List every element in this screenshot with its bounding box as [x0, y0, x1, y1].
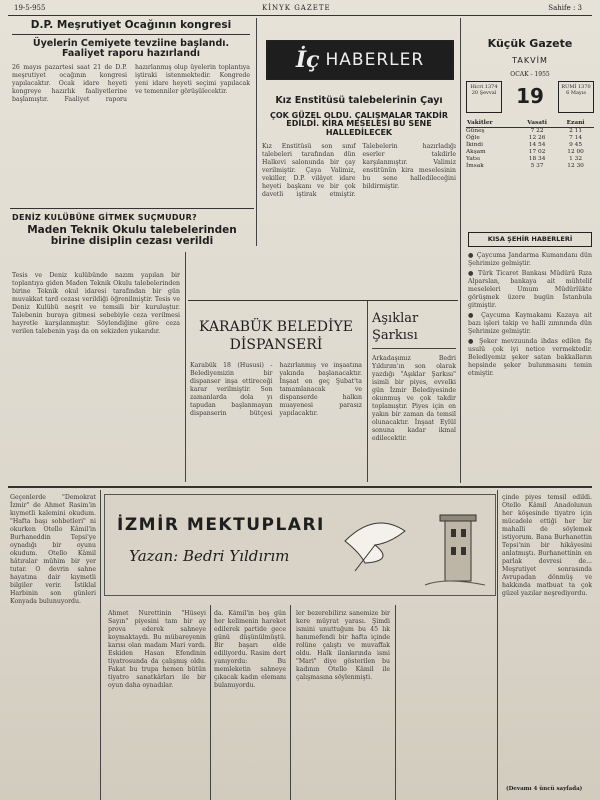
kisa-haberler [468, 232, 592, 482]
kisa-haber-item: ● Türk Ticaret Bankası Müdürü Rıza Alparslan, bankaya ait mühtelif meseleleri Umum Müdürlükte görüşmek üzere bugün İstanbula gitmiştir. [468, 269, 592, 309]
asiklar-title: Aşıklar Şarkısı [372, 310, 456, 349]
ic-haberler-banner [266, 40, 454, 80]
kisa-haber-item: ● Şeker mevzuunda ihdas edilen fiş usulü çok iyi netice vermektedir. Belediyemiz şeker satan bakkalların hepsinde şeker bulunmasını temin etmiştir. [468, 337, 592, 377]
bottom-article-col1: Geçenlerde "Demokrat İzmir" de Ahmet Rasim'in kıymetli kalemini okudum. "Hafta başı sohbetleri" ni okurken Otello Kâmil'in Burhaneddin Tepsi'ye oynadığı bir oyunu okudum. Otello Kâmil hâtıralar mühim bir yer tutar. O devrin sahne hayatına dair kıymetli bilgiler verir. İstiklal Harbinin son günleri Konyada bulunuyordu. [10, 494, 96, 605]
takvim-rumi-box: RUMİ 1370 6 Mayıs [558, 81, 594, 113]
masthead [0, 0, 600, 16]
haberler-title: Kız Enstitüsü talebelerinin Çayı [275, 95, 443, 106]
takvim-row [466, 142, 594, 149]
takvim-cell: 7 14 [569, 135, 583, 142]
izmir-title: İZMİR MEKTUPLARI [117, 515, 325, 535]
takvim-day: 19 [516, 84, 544, 109]
karabuk-title: KARABÜK BELEDİYE DİSPANSERİ [199, 319, 353, 353]
takvim-month: OCAK - 1955 [510, 70, 550, 78]
karabuk-article [190, 318, 362, 462]
takvim-subtitle: TAKVİM [512, 55, 548, 65]
kisa-haberler-label: KISA ŞEHİR HABERLERİ [468, 232, 592, 247]
haberler-body: Kız Enstitüsü son sınıf talebeleri tarafından dün Halkevi salonunda bir çay verilmiştir. Çaya Valimiz, vekiller, D.P. vilâyet idare heyeti başkanı ve bir çok davetli iştirak etmiştir. Talebelerin hazırladığı eserler takdirle karşılanmıştır. Valimiz enstitünün kira meselesinin bu sene halledileceğini bildirmiştir. [262, 143, 456, 199]
section-rule [8, 486, 592, 488]
masthead-rule [8, 15, 592, 16]
takvim-header-cell: Ezani [557, 119, 594, 128]
takvim-cell: Öğle [466, 135, 480, 142]
takvim-cell: İkindi [466, 142, 483, 149]
column-divider [460, 18, 461, 483]
takvim-cell: 12 30 [567, 163, 584, 170]
takvim-cell: 18 34 [528, 156, 546, 163]
takvim-row [466, 156, 594, 163]
bottom-article-col3: da. Kâmil'in boş gün her kelimenin hareket edilerek partide gece günü düşünülmüştü. Bir başarı elde ediliyordu. Rasim dert yanıyordu: Bu memleketin sahneye çıkacak kadın elemanı bulamıyordu. [214, 610, 286, 689]
maden-article-body: Tesis ve Deniz kulübünde nazım yapılan bir toplantıya giden Maden Teknik Okulu talebelerinden birine Teknik okul idaresi tarafından bir gün muvakkat tard cezası verildiği öğrenilmiştir. Tesis ve Deniz Kulübü neşrit ve temsili bir kuruluştur. Talebenin buraya gitmesi sebebiyle ceza verilmesi hayretle karşılanmıştır. Söylendiğine göre ceza verilen talebenin yaşı da on sekizden yukarıdır. [12, 272, 180, 335]
izmir-byline: Yazan: Bedri Yıldırım [129, 547, 290, 565]
bottom-article-col5: çinde piyes temsil edildi. Otello Kâmil Anadolunun her köşesinde tiyatro için mücadele ettiği her bir mahalli de söylemek istiyorum. Bana Burhanettin Tepsi'nin bir hikâyesini anlatmıştı. Burhanettinin en parlak devresi de... Meşrutiyet sonrasında Avrupadan dönmüş ve hakkında matbuat ta çok güzel yazılar neşrediyordu. [502, 494, 592, 597]
takvim-header-cell: Vakitler [466, 119, 517, 128]
takvim-row [466, 135, 594, 142]
dp-article-subtitle: Üyelerin Cemiyete tevziine başlandı. Faaliyet raporu hazırlandı [32, 38, 230, 59]
takvim-cell: 12 26 [528, 135, 546, 142]
haberler-subtitle: ÇOK GÜZEL OLDU. ÇALIŞMALAR TAKDİR EDİLDİ. KİRA MESELESİ BU SENE HALLEDİLECEK [269, 110, 448, 137]
column-divider [497, 490, 498, 800]
asiklar-article [372, 310, 456, 465]
bottom-article-col2: Ahmet Nurettinin "Hüseyi Sayın" piyesini tam bir ay prova ederek sahneye koymaktaydı. Bu mübareyenin karısı olan madam Mari vardı. Eskiden Hasan Efendinin tiyatrosunda da çalışmış oldu. Fakat bu trupa hemen bütün tiyatro sanatkârları ile bir oyun daha oynadılar. [108, 610, 206, 689]
section-rule [188, 300, 458, 301]
takvim-cell: 7 22 [530, 128, 544, 135]
takvim-cell: Güneş [466, 128, 485, 135]
ic-haberler-prefix: İç [295, 47, 320, 73]
column-divider [210, 605, 211, 800]
section-rule [10, 208, 254, 209]
takvim-cell: 1 32 [569, 156, 583, 163]
takvim-title: Küçük Gazete [487, 37, 573, 50]
takvim-row [466, 149, 594, 156]
column-divider [395, 605, 396, 800]
bottom-article-col4: ler bezerebilirız sanemize bir kere müyrat yarası. Şimdi ismini unuttuğum bu 45 lık hanımefendi bir hafta içinde rolüne çalıştı ve muvaffak oldu. Halk ilanlarında ismi "Mari" diye gösterilen bu kadının Otello Kâmil ile çalışmasına söylenmişti. [296, 610, 390, 681]
takvim-row [466, 127, 594, 135]
column-divider [367, 300, 368, 482]
takvim-header-cell: Vasati [517, 119, 557, 128]
takvim-cell: Yatsı [466, 156, 480, 163]
kisa-haber-item: ● Çaycuma Kaymakamı Kazaya ait bazı işleri takip ve halli zımnında dün Şehrimize gelmiştir. [468, 311, 592, 335]
maden-article-title: Maden Teknik Okulu talebelerinden birine disiplin cezası verildi [27, 224, 237, 248]
kisa-haberler-list [468, 252, 592, 472]
ic-haberler-label: HABERLER [325, 50, 425, 70]
takvim-cell: 2 11 [569, 128, 583, 135]
column-divider [256, 18, 257, 246]
takvim-cell: 14 54 [528, 142, 546, 149]
takvim-row [466, 163, 594, 170]
takvim-cell: 5 37 [530, 163, 544, 170]
haberler-article [262, 96, 456, 293]
takvim-cell: 17 02 [528, 149, 546, 156]
takvim-cell: Akşam [466, 149, 486, 156]
masthead-date: 19-5-955 [14, 4, 46, 12]
takvim-hicri-box: Hicri 1374 20 Şevval [466, 81, 502, 113]
asiklar-body: Arkadaşımız Bedri Yıldırım'ın son olarak yazdığı "Aşıklar Şarkısı" isimli bir piyes, evvelki gün İzmir Belediyesinde okunmuş ve çok takdir toplamıştır. Piyes için en yakın bir zaman da temsil olunacaktır. İnşaat Eylül sonuna kadar ikmal edilecektir. [372, 355, 456, 442]
column-divider [290, 605, 291, 800]
maden-article [12, 214, 252, 253]
karabuk-body: Karabük 18 (Hususi) - Belediyemizin bir dispanser inşa ettireceği karar verilmiştir. Son zamanlarda dola yı tapudan başlanmayan dispanserin bütçesi hazırlanmış ve inşaatına yakında başlanacaktır. İnşaat en geç Şubat'ta tamamlanacak ve dispanserde halkın muayenesi parasız yapılacaktır. [190, 362, 362, 417]
masthead-page: Sahife : 3 [548, 4, 582, 12]
dp-article-title: D.P. Meşrutiyet Ocağının kongresi [12, 20, 250, 35]
takvim-table [466, 119, 594, 170]
column-divider [185, 252, 186, 482]
dp-article [12, 20, 250, 214]
dove-tower-illustration [335, 501, 491, 591]
continued-note: (Devamı 4 üncü sayfada) [506, 786, 583, 792]
takvim-box [466, 38, 594, 170]
izmir-mektuplari-banner [104, 494, 496, 596]
kisa-haber-item: ● Çaycuma Jandarma Kumandanı dün Şehrimize gelmiştir. [468, 251, 592, 267]
takvim-cell: İmsak [466, 163, 484, 170]
takvim-cell: 9 45 [569, 142, 583, 149]
dp-article-body: 26 mayıs pazartesi saat 21 de D.P. meşrutiyet ocağının kongresi yapılacaktır. Ocak idare heyeti kongreye hazırlık faaliyetlerine başlamıştır. Faaliyet raporu hazırlanmış olup üyelerin toplantıya iştiraki istenmektedir. Kongrede yeni idare heyeti seçimi yapılacak ve temenniler görüşülecektir. [12, 63, 250, 103]
takvim-cell: 12 00 [567, 149, 584, 156]
masthead-title: KİNYK GAZETE [262, 4, 331, 12]
column-divider [100, 490, 101, 800]
maden-article-kicker: DENİZ KULÜBÜNE GİTMEK SUÇMUDUR? [12, 213, 197, 222]
